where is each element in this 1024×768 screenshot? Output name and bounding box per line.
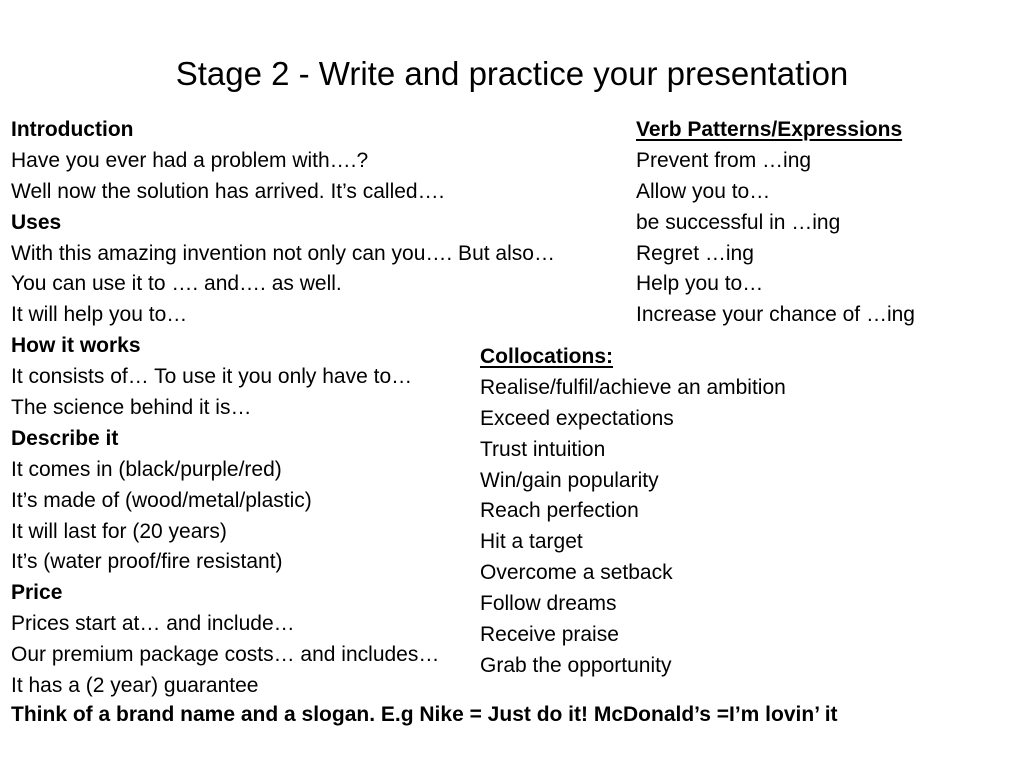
uses-line: You can use it to …. and…. as well.: [11, 272, 342, 296]
verb-pattern-item: be successful in …ing: [636, 210, 841, 234]
describe-it-line: It’s made of (wood/metal/plastic): [11, 488, 312, 512]
collocation-item: Realise/fulfil/achieve an ambition: [480, 375, 786, 399]
section-heading-how-it-works: How it works: [11, 334, 141, 358]
collocations-heading: Collocations:: [480, 345, 614, 368]
verb-pattern-item: Help you to…: [636, 272, 764, 296]
presentation-guide-column: [11, 115, 555, 702]
uses-line: With this amazing invention not only can you…. But also…: [11, 241, 555, 265]
collocation-item: Overcome a setback: [480, 561, 673, 585]
verb-pattern-item: Prevent from …ing: [636, 148, 812, 172]
collocation-item: Reach perfection: [480, 499, 639, 523]
price-line: It has a (2 year) guarantee: [11, 674, 259, 698]
describe-it-line: It will last for (20 years): [11, 519, 227, 543]
section-heading-introduction: Introduction: [11, 118, 134, 141]
price-line: Our premium package costs… and includes…: [11, 643, 440, 667]
describe-it-line: It comes in (black/purple/red): [11, 457, 282, 481]
section-heading-price: Price: [11, 581, 63, 605]
uses-line: It will help you to…: [11, 303, 188, 327]
collocation-item: Exceed expectations: [480, 406, 674, 430]
verb-pattern-item: Allow you to…: [636, 179, 771, 203]
collocation-item: Follow dreams: [480, 592, 617, 616]
collocation-item: Receive praise: [480, 623, 619, 647]
collocation-item: Win/gain popularity: [480, 468, 659, 492]
introduction-line: Well now the solution has arrived. It’s called….: [11, 179, 445, 203]
how-it-works-line: It consists of… To use it you only have to…: [11, 365, 413, 389]
introduction-line: Have you ever had a problem with….?: [11, 148, 369, 172]
verb-pattern-item: Regret …ing: [636, 241, 754, 265]
collocation-item: Hit a target: [480, 530, 583, 554]
verb-patterns-heading: Verb Patterns/Expressions: [636, 118, 903, 141]
verb-pattern-item: Increase your chance of …ing: [636, 303, 915, 327]
collocation-item: Trust intuition: [480, 437, 606, 461]
section-heading-describe-it: Describe it: [11, 426, 119, 450]
price-line: Prices start at… and include…: [11, 612, 295, 636]
describe-it-line: It’s (water proof/fire resistant): [11, 550, 283, 574]
brand-slogan-instruction: Think of a brand name and a slogan. E.g Nike = Just do it! McDonald’s =I’m lovin’ it: [11, 703, 838, 726]
how-it-works-line: The science behind it is…: [11, 396, 252, 420]
slide-title: Stage 2 - Write and practice your presentation: [175, 55, 849, 92]
collocation-item: Grab the opportunity: [480, 653, 672, 677]
collocations-column: [480, 342, 786, 682]
section-heading-uses: Uses: [11, 210, 62, 234]
verb-patterns-column: [636, 115, 915, 331]
